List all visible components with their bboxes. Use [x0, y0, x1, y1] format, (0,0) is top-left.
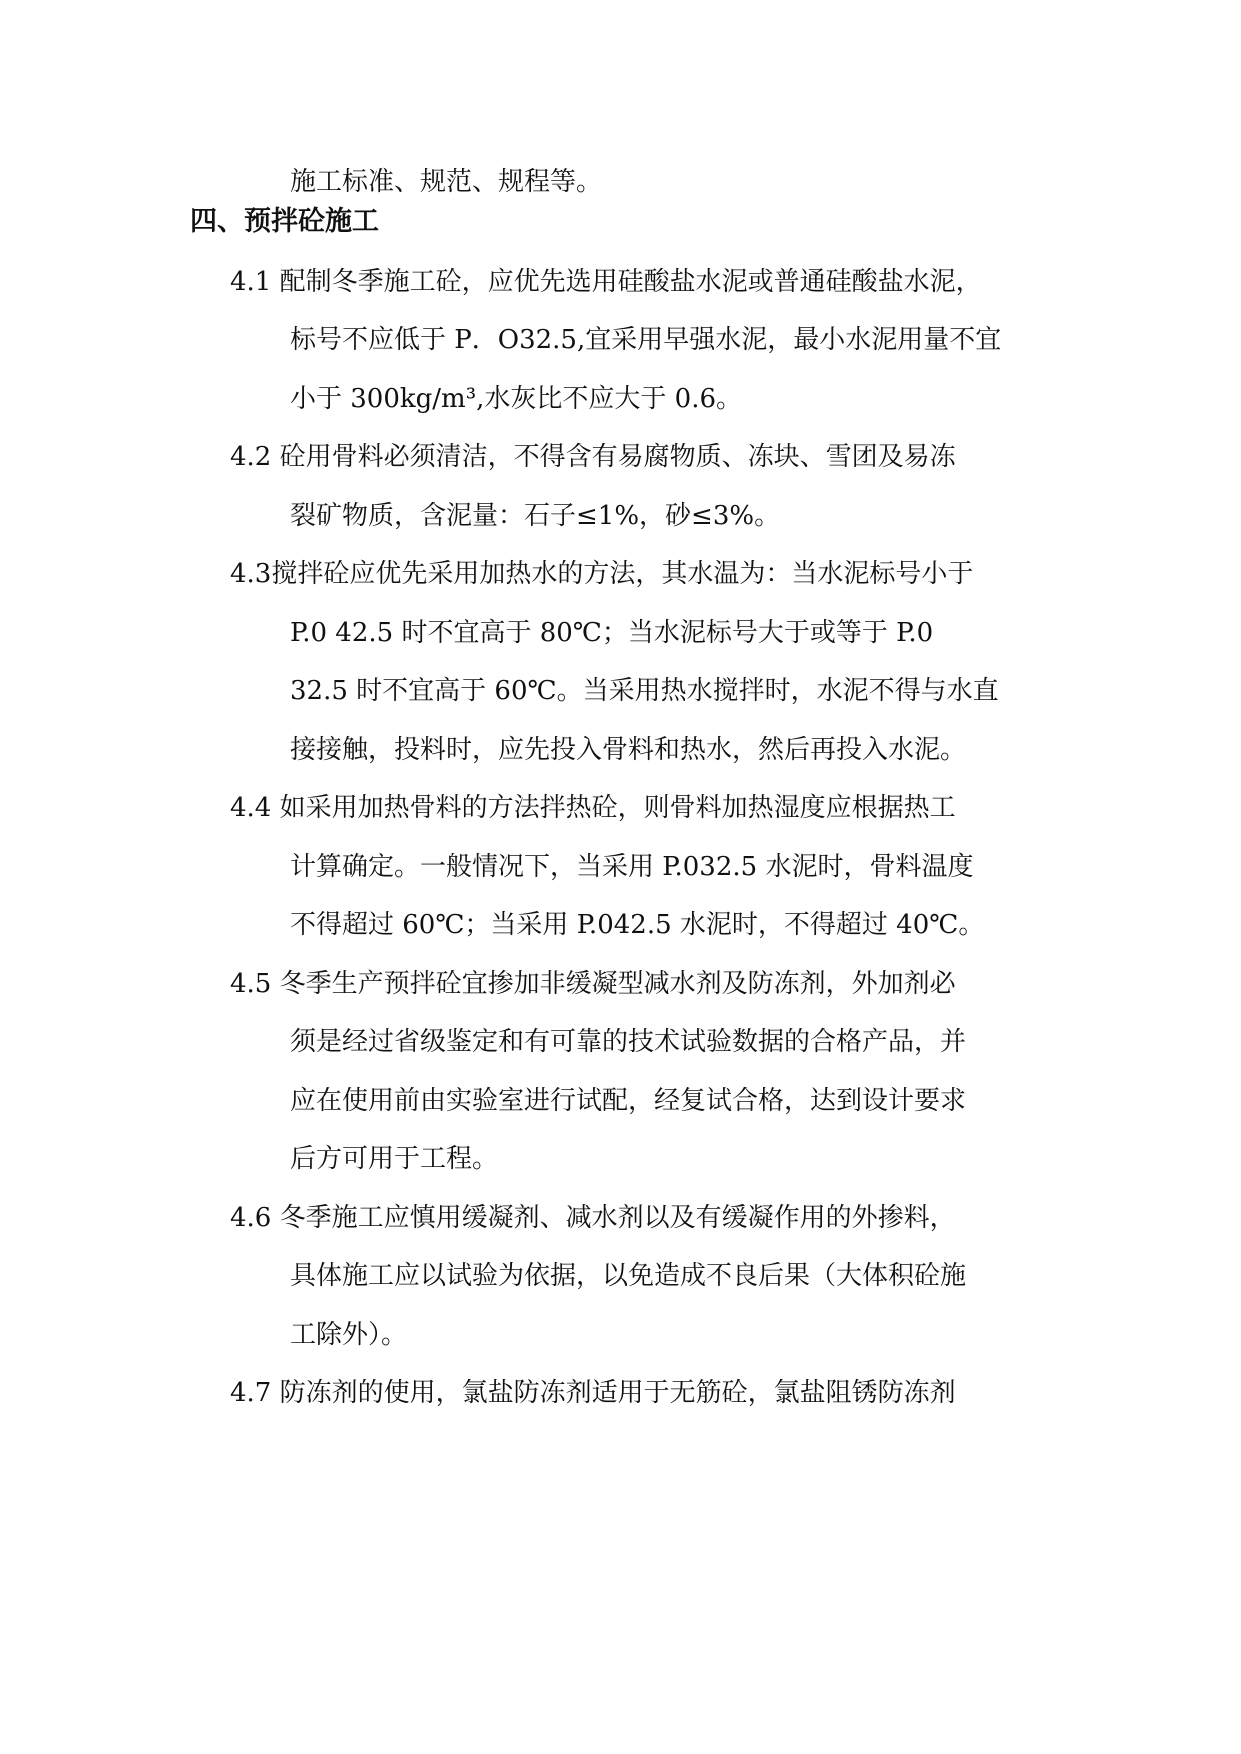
text-line: P.0 42.5 时不宜高于 80℃；当水泥标号大于或等于 P.0	[290, 618, 934, 648]
clause-4-5: 4.5 冬季生产预拌砼宜掺加非缓凝型减水剂及防冻剂，外加剂必	[230, 969, 956, 999]
text-line: 工除外）。	[290, 1320, 408, 1350]
text-line: 具体施工应以试验为依据，以免造成不良后果（大体积砼施	[290, 1261, 967, 1291]
text-line: 小于 300kg/m³,水灰比不应大于 0.6。	[290, 384, 743, 414]
text-line: 计算确定。一般情况下，当采用 P.032.5 水泥时，骨料温度	[290, 852, 974, 882]
text-line: 不得超过 60℃；当采用 P.042.5 水泥时，不得超过 40℃。	[290, 910, 985, 940]
text-line: 标号不应低于 P．O32.5,宜采用早强水泥，最小水泥用量不宜	[290, 325, 1002, 355]
clause-4-7: 4.7 防冻剂的使用，氯盐防冻剂适用于无筋砼，氯盐阻锈防冻剂	[230, 1378, 956, 1408]
text-line: 裂矿物质，含泥量：石子≤1%，砂≤3%。	[290, 501, 781, 531]
text-line: 接接触，投料时，应先投入骨料和热水，然后再投入水泥。	[290, 735, 967, 765]
clause-4-6: 4.6 冬季施工应慎用缓凝剂、减水剂以及有缓凝作用的外掺料，	[230, 1203, 956, 1233]
section-heading: 四、预拌砼施工	[190, 206, 379, 237]
clause-4-1: 4.1 配制冬季施工砼，应优先选用硅酸盐水泥或普通硅酸盐水泥，	[230, 267, 982, 297]
text-line: 施工标准、规范、规程等。	[290, 167, 603, 197]
text-line: 须是经过省级鉴定和有可靠的技术试验数据的合格产品，并	[290, 1027, 967, 1057]
text-line: 后方可用于工程。	[290, 1144, 499, 1174]
clause-4-3: 4.3搅拌砼应优先采用加热水的方法，其水温为：当水泥标号小于	[230, 559, 974, 589]
text-line: 应在使用前由实验室进行试配，经复试合格，达到设计要求	[290, 1086, 967, 1116]
clause-4-2: 4.2 砼用骨料必须清洁，不得含有易腐物质、冻块、雪团及易冻	[230, 442, 956, 472]
clause-4-4: 4.4 如采用加热骨料的方法拌热砼，则骨料加热湿度应根据热工	[230, 793, 956, 823]
text-line: 32.5 时不宜高于 60℃。当采用热水搅拌时，水泥不得与水直	[290, 676, 999, 706]
